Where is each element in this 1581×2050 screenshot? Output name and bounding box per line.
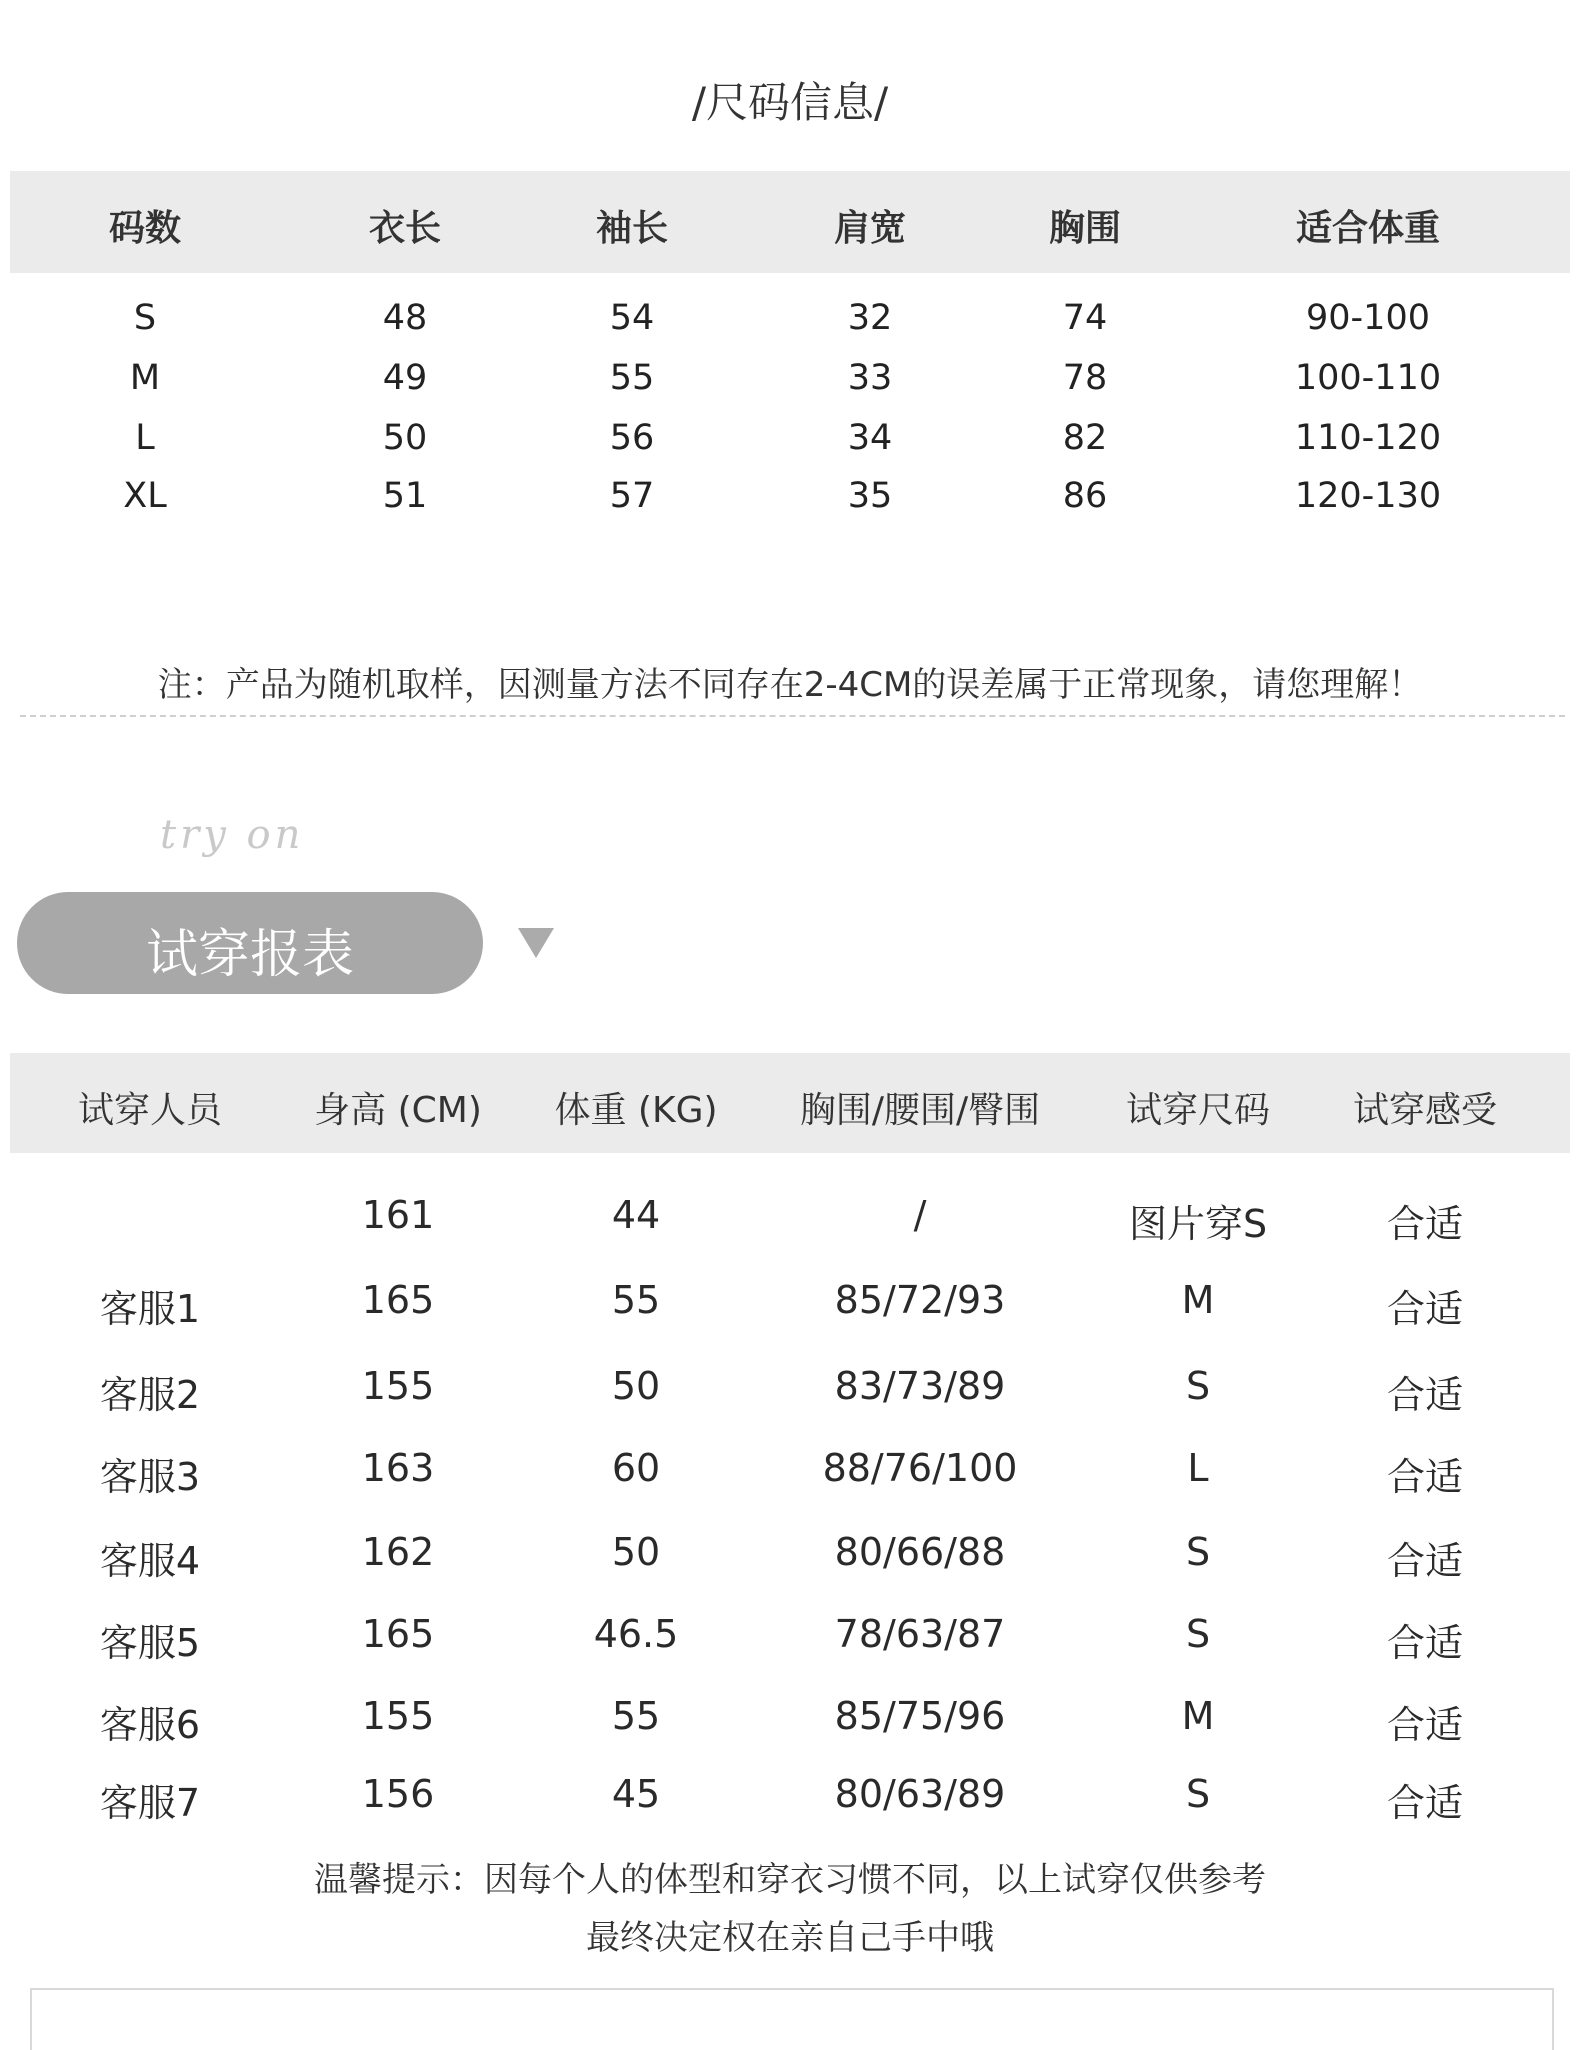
tryon-table-cell: M [1181, 1694, 1215, 1738]
size-table-cell: 57 [609, 476, 655, 516]
size-table-header-cell: 适合体重 [1295, 208, 1441, 249]
tryon-table-cell: 50 [611, 1364, 661, 1408]
tryon-table-cell: 44 [611, 1193, 661, 1237]
tryon-table-cell: / [913, 1193, 927, 1237]
tryon-table-cell: 客服3 [99, 1455, 201, 1499]
size-table-cell: 110-120 [1294, 418, 1442, 458]
size-table-cell: XL [123, 476, 167, 516]
size-info-title: /尺码信息/ [691, 78, 889, 127]
tryon-table-header-cell: 体重 (KG) [554, 1090, 718, 1131]
tryon-table-cell: 162 [361, 1530, 435, 1574]
tryon-table-cell: M [1181, 1278, 1215, 1322]
size-table-header-cell: 码数 [108, 208, 182, 249]
tryon-table-header-cell: 试穿尺码 [1125, 1090, 1271, 1131]
size-table-cell: 35 [847, 476, 893, 516]
tryon-table-cell: 85/75/96 [834, 1694, 1006, 1738]
tryon-table-header-band [10, 1053, 1570, 1153]
size-table-cell: 86 [1062, 476, 1108, 516]
size-table-cell: 82 [1062, 418, 1108, 458]
size-table-header-cell: 胸围 [1048, 208, 1122, 249]
dashed-divider [20, 715, 1565, 717]
size-table-cell: 120-130 [1294, 476, 1442, 516]
tip-line-1: 温馨提示：因每个人的体型和穿衣习惯不同，以上试穿仅供参考 [314, 1860, 1266, 1900]
tryon-table-cell: 合适 [1386, 1703, 1464, 1747]
size-table-cell: 50 [382, 418, 428, 458]
size-table-cell: 74 [1062, 298, 1108, 338]
tryon-table-cell: 客服2 [99, 1373, 201, 1417]
tryon-table-cell: 165 [361, 1278, 435, 1322]
size-table-cell: 54 [609, 298, 655, 338]
tryon-table-cell: 50 [611, 1530, 661, 1574]
size-table-cell: 34 [847, 418, 893, 458]
tryon-table-cell: 88/76/100 [822, 1446, 1018, 1490]
tryon-table-cell: 合适 [1386, 1621, 1464, 1665]
tryon-table-cell: 合适 [1386, 1781, 1464, 1825]
tryon-table-cell: 156 [361, 1772, 435, 1816]
tryon-table-cell: 78/63/87 [834, 1612, 1006, 1656]
size-table-cell: 56 [609, 418, 655, 458]
size-table-header-cell: 衣长 [368, 208, 442, 249]
tip-line-2: 最终决定权在亲自己手中哦 [586, 1918, 994, 1958]
tryon-table-cell: 客服1 [99, 1287, 201, 1331]
size-table-cell: 49 [382, 358, 428, 398]
size-table-cell: S [133, 298, 157, 338]
tryon-table-cell: 163 [361, 1446, 435, 1490]
size-table-cell: 90-100 [1306, 298, 1430, 338]
tryon-table-cell: 60 [611, 1446, 661, 1490]
tryon-table-cell: L [1187, 1446, 1209, 1490]
tryon-table-cell: 161 [361, 1193, 435, 1237]
try-on-script-text: try on [160, 812, 305, 858]
size-table-cell: 78 [1062, 358, 1108, 398]
tryon-table-cell: 图片穿S [1128, 1202, 1268, 1246]
tryon-table-cell: 合适 [1386, 1539, 1464, 1583]
tryon-table-cell: 55 [611, 1278, 661, 1322]
tryon-table-header-cell: 试穿人员 [77, 1090, 223, 1131]
tryon-table-cell: S [1185, 1530, 1211, 1574]
tryon-report-badge-label: 试穿报表 [145, 925, 355, 985]
tryon-table-cell: 80/63/89 [834, 1772, 1006, 1816]
tryon-table-cell: 合适 [1386, 1287, 1464, 1331]
triangle-down-icon [518, 928, 554, 958]
tryon-table-cell: 合适 [1386, 1202, 1464, 1246]
tryon-table-cell: 55 [611, 1694, 661, 1738]
size-table-header-cell: 袖长 [595, 208, 669, 249]
size-table-cell: 55 [609, 358, 655, 398]
tryon-table-cell: 合适 [1386, 1373, 1464, 1417]
tryon-table-cell: 165 [361, 1612, 435, 1656]
tryon-table-cell: S [1185, 1364, 1211, 1408]
tryon-table-cell: 客服6 [99, 1703, 201, 1747]
size-table-cell: M [129, 358, 161, 398]
size-table-cell: 51 [382, 476, 428, 516]
tryon-table-header-cell: 试穿感受 [1352, 1090, 1498, 1131]
tryon-table-cell: S [1185, 1772, 1211, 1816]
tryon-table-cell: 80/66/88 [834, 1530, 1006, 1574]
tryon-table-header-cell: 胸围/腰围/臀围 [799, 1090, 1041, 1131]
tryon-table-cell: S [1185, 1612, 1211, 1656]
size-table-cell: 32 [847, 298, 893, 338]
tryon-table-cell: 155 [361, 1364, 435, 1408]
size-table-cell: L [135, 418, 155, 458]
bottom-frame [30, 1988, 1554, 2050]
tryon-table-cell: 45 [611, 1772, 661, 1816]
tryon-table-cell: 客服4 [99, 1539, 201, 1583]
size-table-header-cell: 肩宽 [833, 208, 907, 249]
size-table-cell: 48 [382, 298, 428, 338]
tryon-table-cell: 合适 [1386, 1455, 1464, 1499]
tryon-table-cell: 46.5 [593, 1612, 679, 1656]
tryon-table-cell: 155 [361, 1694, 435, 1738]
tryon-table-cell: 客服5 [99, 1621, 201, 1665]
size-table-cell: 100-110 [1294, 358, 1442, 398]
tryon-table-cell: 83/73/89 [834, 1364, 1006, 1408]
size-table-cell: 33 [847, 358, 893, 398]
tryon-table-header-cell: 身高 (CM) [314, 1090, 482, 1131]
tryon-table-cell: 客服7 [99, 1781, 201, 1825]
tryon-table-cell: 85/72/93 [834, 1278, 1006, 1322]
measurement-note: 注：产品为随机取样，因测量方法不同存在2-4CM的误差属于正常现象，请您理解！ [157, 665, 1423, 705]
